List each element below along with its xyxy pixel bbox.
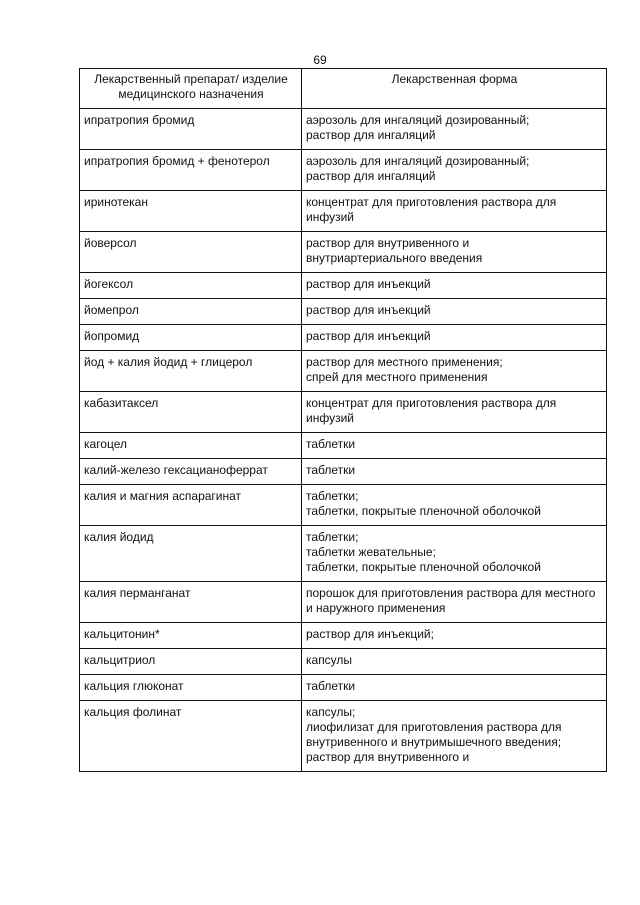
table-row: [80, 392, 607, 433]
drug-name-cell: иринотекан: [80, 191, 302, 232]
table-row: [80, 232, 607, 273]
drug-name-cell: йомепрол: [80, 299, 302, 325]
drug-name-cell: йопромид: [80, 325, 302, 351]
dosage-form-cell: концентрат для приготовления раствора для инфузий: [302, 191, 607, 232]
header-drug: Лекарственный препарат/ изделие медицинского назначения: [80, 69, 302, 109]
table-row: [80, 582, 607, 623]
dosage-form-cell: раствор для инъекций;: [302, 623, 607, 649]
drug-name-cell: кальцитонин*: [80, 623, 302, 649]
dosage-form-cell: раствор для инъекций: [302, 325, 607, 351]
dosage-form-cell: таблетки; таблетки жевательные; таблетки, покрытые пленочной оболочкой: [302, 526, 607, 582]
dosage-form-cell: раствор для внутривенного и внутриартериального введения: [302, 232, 607, 273]
table-row: [80, 273, 607, 299]
dosage-form-cell: аэрозоль для ингаляций дозированный; раствор для ингаляций: [302, 109, 607, 150]
dosage-form-cell: таблетки: [302, 675, 607, 701]
drug-name-cell: калия и магния аспарагинат: [80, 485, 302, 526]
table-row: [80, 459, 607, 485]
table-row: [80, 485, 607, 526]
table-row: [80, 299, 607, 325]
dosage-form-cell: таблетки: [302, 433, 607, 459]
drug-name-cell: калий-железо гексацианоферрат: [80, 459, 302, 485]
table-row: [80, 701, 607, 772]
drug-name-cell: йоверсол: [80, 232, 302, 273]
dosage-form-cell: раствор для инъекций: [302, 273, 607, 299]
dosage-form-cell: капсулы; лиофилизат для приготовления раствора для внутривенного и внутримышечного введения; раствор для внутривенного и: [302, 701, 607, 772]
table-row: [80, 325, 607, 351]
drug-name-cell: кагоцел: [80, 433, 302, 459]
dosage-form-cell: таблетки; таблетки, покрытые пленочной оболочкой: [302, 485, 607, 526]
table-row: [80, 191, 607, 232]
table-row: [80, 109, 607, 150]
dosage-form-cell: аэрозоль для ингаляций дозированный; раствор для ингаляций: [302, 150, 607, 191]
drug-name-cell: калия йодид: [80, 526, 302, 582]
dosage-form-cell: концентрат для приготовления раствора для инфузий: [302, 392, 607, 433]
dosage-form-cell: таблетки: [302, 459, 607, 485]
drug-name-cell: кальция фолинат: [80, 701, 302, 772]
table-row: [80, 623, 607, 649]
table-header-row: [80, 69, 607, 109]
table-row: [80, 351, 607, 392]
drug-name-cell: калия перманганат: [80, 582, 302, 623]
header-form: Лекарственная форма: [302, 69, 607, 109]
table-row: [80, 526, 607, 582]
drug-name-cell: кальция глюконат: [80, 675, 302, 701]
dosage-form-cell: раствор для местного применения; спрей для местного применения: [302, 351, 607, 392]
drug-name-cell: йод + калия йодид + глицерол: [80, 351, 302, 392]
table-row: [80, 675, 607, 701]
dosage-form-cell: раствор для инъекций: [302, 299, 607, 325]
dosage-form-cell: порошок для приготовления раствора для местного и наружного применения: [302, 582, 607, 623]
table-body: [80, 109, 607, 772]
drug-name-cell: ипратропия бромид: [80, 109, 302, 150]
drug-table: [79, 68, 607, 772]
dosage-form-cell: капсулы: [302, 649, 607, 675]
table-row: [80, 649, 607, 675]
table-row: [80, 433, 607, 459]
drug-name-cell: ипратропия бромид + фенотерол: [80, 150, 302, 191]
drug-name-cell: йогексол: [80, 273, 302, 299]
drug-name-cell: кальцитриол: [80, 649, 302, 675]
drug-name-cell: кабазитаксел: [80, 392, 302, 433]
table-row: [80, 150, 607, 191]
page-number: 69: [313, 53, 327, 67]
